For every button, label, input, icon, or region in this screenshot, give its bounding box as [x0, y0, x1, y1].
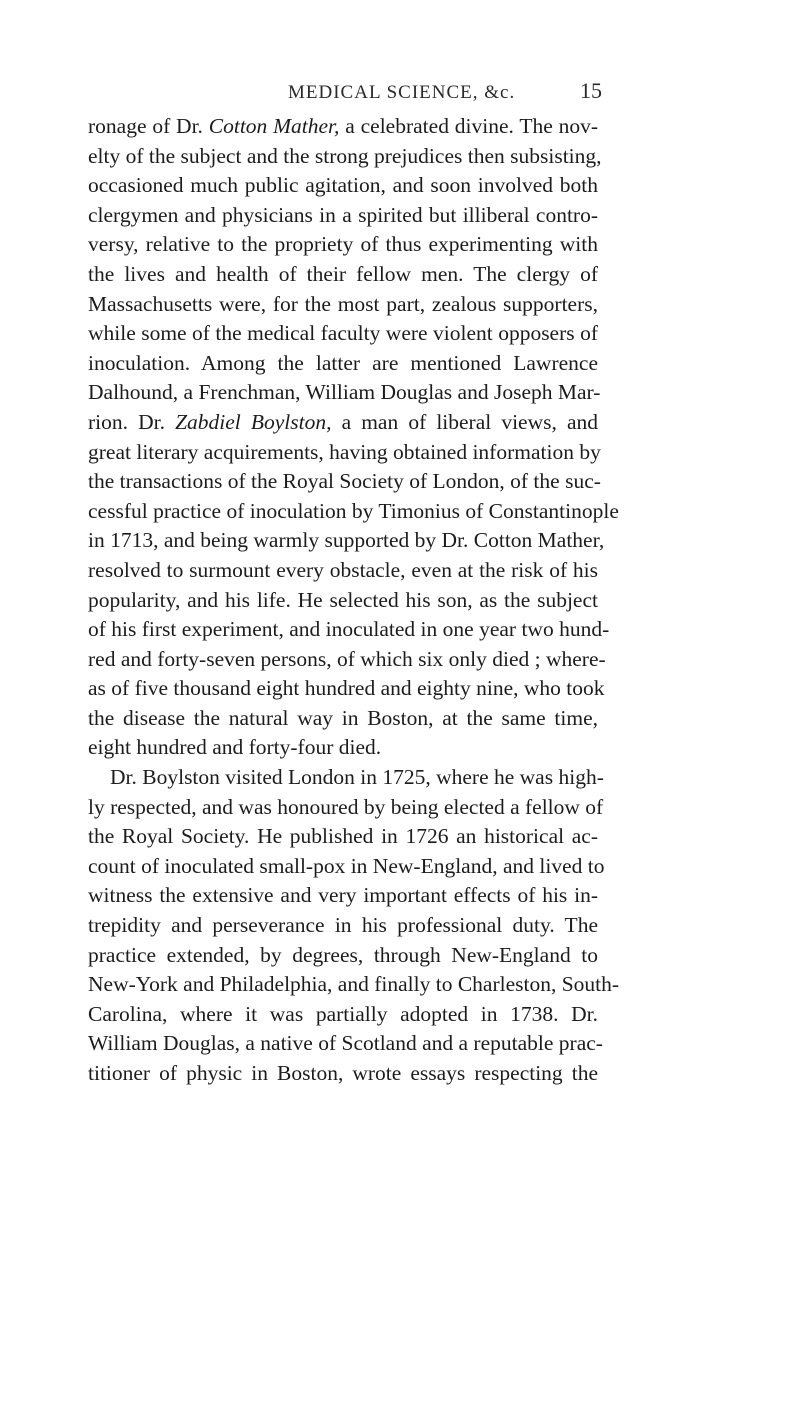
- page-number: 15: [580, 78, 602, 103]
- text-line-11: rion. Dr. Zabdiel Boylston, a man of liberal views, and: [88, 409, 598, 434]
- text-line-6: the lives and health of their fellow men. The clergy of: [88, 261, 598, 286]
- text-line-4: clergymen and physicians in a spirited but illiberal contro-: [88, 202, 598, 227]
- text-line-1: ronage of Dr. Cotton Mather, a celebrated divine. The nov-: [88, 114, 598, 138]
- text-line-27: witness the extensive and very important effects of his in-: [88, 883, 598, 908]
- text-line-19: red and forty-seven persons, of which six only died ; where-: [88, 646, 606, 671]
- text-line-32: William Douglas, a native of Scotland and a reputable prac-: [88, 1031, 603, 1056]
- text-line-21: the disease the natural way in Boston, at the same time,: [88, 705, 598, 730]
- text-line-13: the transactions of the Royal Society of London, of the suc-: [88, 469, 601, 494]
- text-line-20: as of five thousand eight hundred and eighty nine, who took: [88, 676, 605, 701]
- text-line-3: occasioned much public agitation, and soon involved both: [88, 173, 598, 198]
- text-line-10: Dalhound, a Frenchman, William Douglas and Joseph Mar-: [88, 380, 601, 405]
- text-line-25: the Royal Society. He published in 1726 an historical ac-: [88, 824, 598, 849]
- text-line-30: New-York and Philadelphia, and finally to Charleston, South-: [88, 972, 620, 997]
- text-line-22: eight hundred and forty-four died.: [88, 735, 382, 760]
- text-line-16: resolved to surmount every obstacle, even at the risk of his: [88, 557, 598, 582]
- text-line-12: great literary acquirements, having obtained information by: [88, 439, 601, 464]
- text-line-31: Carolina, where it was partially adopted in 1738. Dr.: [88, 1001, 598, 1026]
- name-cotton-mather: Cotton Mather,: [208, 114, 340, 138]
- text-line-8: while some of the medical faculty were violent opposers of: [88, 321, 598, 346]
- text-line-2: elty of the subject and the strong prejudices then subsisting,: [88, 143, 602, 168]
- running-title: MEDICAL SCIENCE, &c.: [288, 82, 516, 103]
- text-line-15: in 1713, and being warmly supported by Dr. Cotton Mather,: [88, 528, 605, 553]
- text-line-14: cessful practice of inoculation by Timonius of Constantinople: [88, 498, 619, 523]
- text-line-5: versy, relative to the propriety of thus experimenting with: [88, 232, 598, 257]
- text-line-29: practice extended, by degrees, through New-England to: [88, 942, 598, 967]
- text-line-7: Massachusetts were, for the most part, zealous supporters,: [88, 291, 598, 316]
- text-line-23: Dr. Boylston visited London in 1725, where he was high-: [110, 765, 604, 790]
- running-head: [0, 78, 800, 108]
- name-zabdiel-boylston: Zabdiel Boylston,: [175, 409, 332, 434]
- text-line-26: count of inoculated small-pox in New-England, and lived to: [88, 853, 605, 878]
- text-line-28: trepidity and perseverance in his professional duty. The: [88, 913, 598, 938]
- body-text: [88, 112, 620, 1089]
- text-line-18: of his first experiment, and inoculated in one year two hund-: [88, 617, 610, 642]
- text-line-9: inoculation. Among the latter are mentioned Lawrence: [88, 350, 598, 375]
- text-line-24: ly respected, and was honoured by being elected a fellow of: [88, 794, 604, 819]
- text-line-17: popularity, and his life. He selected his son, as the subject: [88, 587, 598, 612]
- text-line-33: titioner of physic in Boston, wrote essays respecting the: [88, 1061, 598, 1085]
